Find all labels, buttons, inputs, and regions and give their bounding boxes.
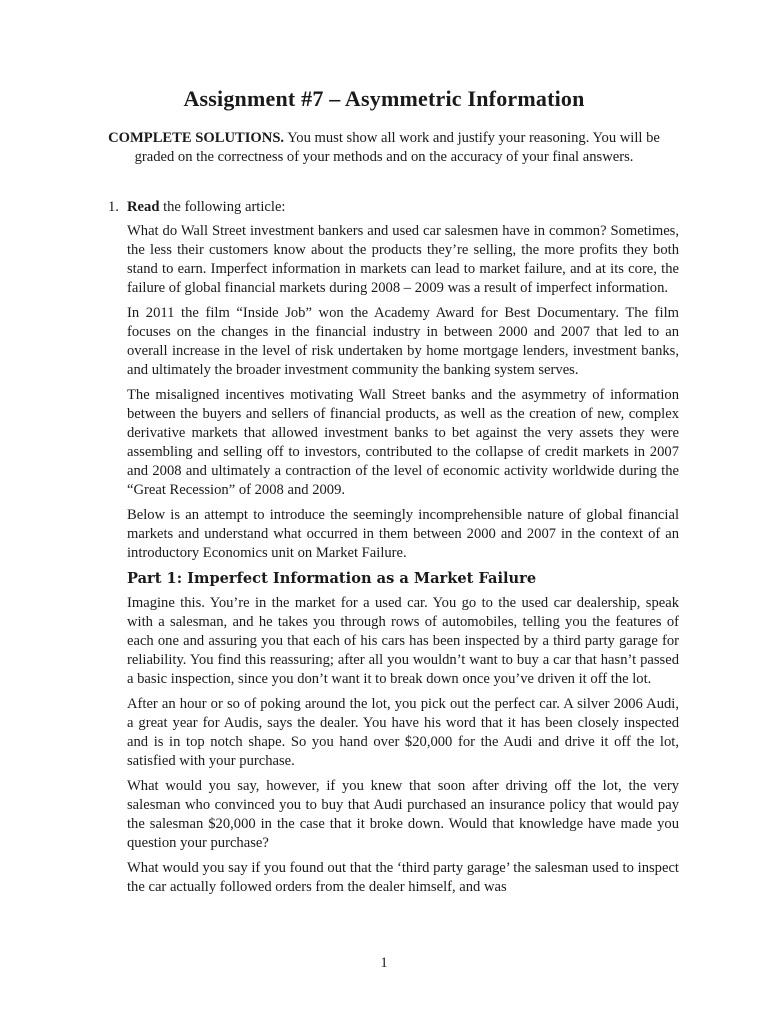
article-paragraph: The misaligned incentives motivating Wall Street banks and the asymmetry of information between the buyers and sellers of financial products, as well as the creation of new, complex derivative markets that allowed investment banks to bet against the very assets they were assembling and selling off to investors, contributed to the collapse of credit markets in 2007 and 2008 and ultimately a contraction of the level of economic activity worldwide during the “Great Recession” of 2008 and 2009.	[127, 387, 679, 498]
article-paragraph: In 2011 the film “Inside Job” won the Academy Award for Best Documentary. The film focuses on the changes in the financial industry in between 2000 and 2007 that led to an overall increase in the level of risk undertaken by home mortgage lenders, investment banks, and ultimately the broader investment community the banking system serves.	[127, 305, 679, 378]
article-body	[127, 222, 679, 903]
instructions	[90, 129, 678, 167]
question-lead-bold: Read	[127, 199, 160, 215]
page-number: 1	[380, 955, 388, 971]
question-lead	[127, 198, 285, 217]
question-number: 1.	[108, 199, 119, 215]
instructions-bold: COMPLETE SOLUTIONS.	[108, 130, 285, 146]
instructions-text: You must show all work and justify your reasoning. You will be graded on the correctness of your methods and on the accuracy of your final answers.	[134, 130, 660, 165]
question-lead-text: the following article:	[159, 199, 286, 215]
article-paragraph: Below is an attempt to introduce the seemingly incomprehensible nature of global financial markets and understand what occurred in them between 2000 and 2007 in the context of an introductory Economics unit on Market Failure.	[127, 507, 679, 561]
page-title: Assignment #7 – Asymmetric Information	[183, 86, 585, 111]
part-1-paragraph: What would you say, however, if you knew that soon after driving off the lot, the very salesman who convinced you to buy that Audi purchased an insurance policy that would pay the salesman $20,000 in the case that it broke down. Would that knowledge have made you question your purchase?	[127, 778, 679, 851]
part-1-paragraph: After an hour or so of poking around the lot, you pick out the perfect car. A silver 2006 Audi, a great year for Audis, says the dealer. You have his word that it has been closely inspected and is in top notch shape. So you hand over $20,000 for the Audi and drive it off the lot, satisfied with your purchase.	[127, 696, 679, 769]
part-1-heading: Part 1: Imperfect Information as a Market Failure	[127, 570, 537, 587]
part-1-paragraph: Imagine this. You’re in the market for a used car. You go to the used car dealership, speak with a salesman, and he takes you through rows of automobiles, telling you the features of each one and assuring you that each of his cars has been inspected by a third party garage for reliability. You find this reassuring; after all you wouldn’t want to buy a car that hasn’t passed a basic inspection, since you don’t want it to break down once you’ve driven it off the lot.	[127, 595, 679, 687]
article-paragraph: What do Wall Street investment bankers and used car salesmen have in common? Sometimes, the less their customers know about the products they’re selling, the more profits they both stand to earn. Imperfect information in markets can lead to market failure, and at its core, the failure of global financial markets during 2008 – 2009 was a result of imperfect information.	[127, 223, 679, 296]
part-1-paragraph: What would you say if you found out that the ‘third party garage’ the salesman used to inspect the car actually followed orders from the dealer himself, and was	[127, 860, 679, 895]
